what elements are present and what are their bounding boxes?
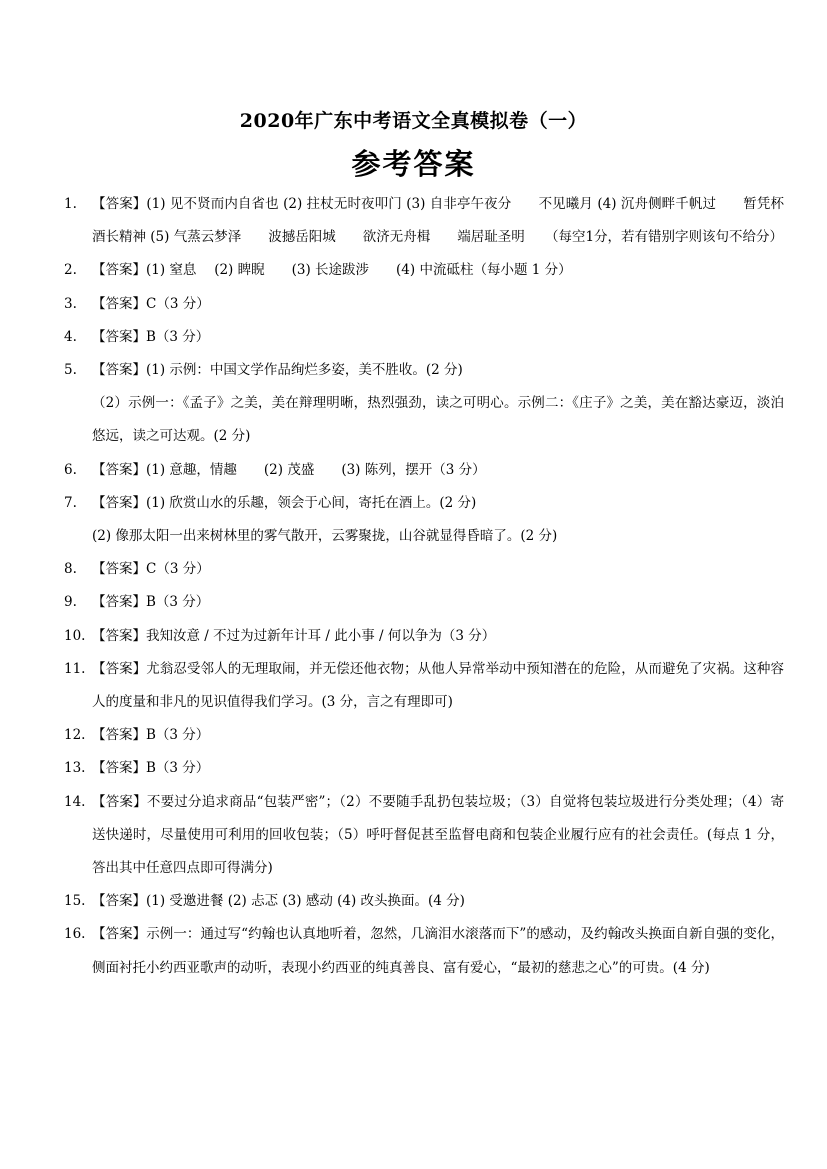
answer-item-12 xyxy=(64,719,784,752)
answer-number: 3. xyxy=(64,295,77,312)
answer-item-4 xyxy=(64,321,784,354)
answer-item-15 xyxy=(64,885,784,918)
answer-number: 7. xyxy=(64,494,77,511)
answer-number: 9. xyxy=(64,594,77,611)
answer-text-sub: （2）示例一：《孟子》之美，美在辩理明晰，热烈强劲，读之可明心。示例二：《庄子》之美，美在豁达豪迈，淡泊悠远，读之可达观。(2 分) xyxy=(92,395,784,445)
answer-text: 【答案】我知汝意 / 不过为过新年计耳 / 此小事 / 何以争为（3 分） xyxy=(92,627,496,644)
answer-item-8 xyxy=(64,553,784,586)
answer-item-10 xyxy=(64,620,784,653)
answer-text: 【答案】C（3 分） xyxy=(92,295,210,312)
answer-text: 【答案】B（3 分） xyxy=(92,727,210,744)
answer-text: 【答案】(1) 示例：中国文学作品绚烂多姿，美不胜收。(2 分) xyxy=(92,362,463,379)
answer-number: 6. xyxy=(64,461,77,478)
answer-number: 10. xyxy=(64,627,86,644)
answer-text: 【答案】不要过分追求商品“包装严密”；（2）不要随手乱扔包装垃圾；（3）自觉将包装垃圾进行分类处理；（4）寄送快递时，尽量使用可利用的回收包装；（5）呼吁督促甚至监督电商和包装企业履行应有的社会责任。(每点 1 分，答出其中任意四点即可得满分) xyxy=(92,793,784,877)
answer-number: 5. xyxy=(64,362,77,379)
answer-item-11 xyxy=(64,653,784,719)
answer-text-sub: (2) 像那太阳一出来树林里的雾气散开，云雾聚拢，山谷就显得昏暗了。(2 分) xyxy=(92,528,558,545)
page-title: 2020年广东中考语文全真模拟卷（一） xyxy=(239,110,588,132)
answer-text: 【答案】(1) 见不贤而内自省也 (2) 拄杖无时夜叩门 (3) 自非亭午夜分 不见曦月 (4) 沉舟侧畔千帆过 暂凭杯酒长精神 (5) 气蒸云梦泽 波撼岳阳城 欲济无舟楫 端居耻圣明 （每空1分，若有错别字则该句不给分） xyxy=(92,196,784,246)
answer-list xyxy=(64,188,784,985)
answer-item-13 xyxy=(64,752,784,785)
answer-text: 【答案】(1) 窒息 (2) 睥睨 (3) 长途跋涉 (4) 中流砥柱（每小题 1 分） xyxy=(92,262,572,279)
answer-number: 12. xyxy=(64,727,86,744)
answer-item-7 xyxy=(64,487,784,553)
page-subtitle: 参考答案 xyxy=(351,147,476,181)
answer-text: 【答案】B（3 分） xyxy=(92,594,210,611)
answer-number: 11. xyxy=(64,660,86,677)
answer-item-1 xyxy=(64,188,784,254)
answer-number: 14. xyxy=(64,793,86,810)
answer-item-3 xyxy=(64,288,784,321)
answer-number: 16. xyxy=(64,926,86,943)
answer-item-14 xyxy=(64,786,784,886)
answer-text: 【答案】尤翁忍受邻人的无理取闹，并无偿还他衣物；从他人异常举动中预知潜在的危险，从而避免了灾祸。这种容人的度量和非凡的见识值得我们学习。(3 分，言之有理即可) xyxy=(92,660,784,711)
answer-text: 【答案】(1) 意趣，情趣 (2) 茂盛 (3) 陈列，摆开（3 分） xyxy=(92,461,486,478)
answer-text: 【答案】示例一：通过写“约翰也认真地听着，忽然，几滴泪水滚落而下”的感动，及约翰改头换面自新自强的变化，侧面衬托小约西亚歌声的动听，表现小约西亚的纯真善良、富有爱心，“最初的慈悲之心”的可贵。(4 分) xyxy=(92,926,784,976)
answer-item-2 xyxy=(64,254,784,287)
answer-number: 4. xyxy=(64,328,77,345)
answer-number: 1. xyxy=(64,196,77,212)
answer-item-5 xyxy=(64,354,784,454)
answer-text: 【答案】(1) 欣赏山水的乐趣，领会于心间，寄托在酒上。(2 分) xyxy=(92,494,477,511)
answer-number: 13. xyxy=(64,760,86,777)
answer-number: 8. xyxy=(64,561,77,578)
answer-number: 2. xyxy=(64,262,77,279)
answer-item-9 xyxy=(64,586,784,619)
answer-text: 【答案】C（3 分） xyxy=(92,561,210,578)
answer-text: 【答案】B（3 分） xyxy=(92,760,210,777)
answer-text: 【答案】B（3 分） xyxy=(92,328,210,345)
answer-item-6 xyxy=(64,454,784,487)
answer-text: 【答案】(1) 受邀进餐 (2) 忐忑 (3) 感动 (4) 改头换面。(4 分) xyxy=(92,893,465,910)
answer-item-16 xyxy=(64,918,784,984)
answer-number: 15. xyxy=(64,893,86,910)
